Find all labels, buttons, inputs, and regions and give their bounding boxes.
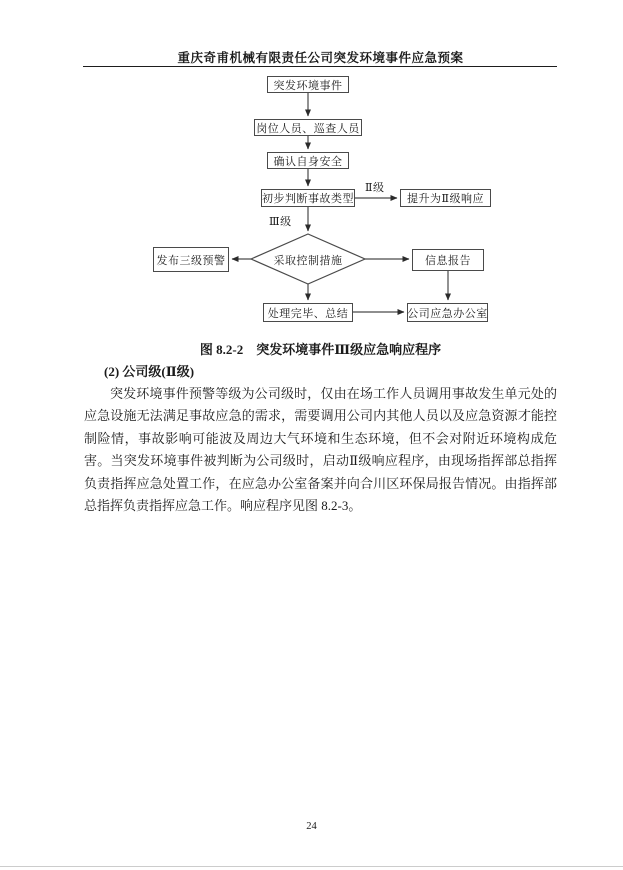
edge-label-level2: Ⅱ级 <box>365 182 385 194</box>
page-number: 24 <box>306 821 317 832</box>
figure-caption: 图 8.2-2 突发环境事件Ⅲ级应急响应程序 <box>199 342 442 357</box>
flowchart-node-upgrade-level2-response: 提升为Ⅱ级响应 <box>400 189 491 207</box>
flowchart-node-incident: 突发环境事件 <box>267 76 349 93</box>
flowchart-node-complete-summary: 处理完毕、总结 <box>263 303 353 322</box>
edge-label-level3: Ⅲ级 <box>269 216 292 228</box>
page-bottom-edge <box>0 866 623 867</box>
section-heading: (2) 公司级(Ⅱ级) <box>104 364 195 379</box>
flowchart-node-emergency-office: 公司应急办公室 <box>407 303 488 322</box>
flowchart-node-information-report: 信息报告 <box>412 249 484 271</box>
flowchart-node-personnel: 岗位人员、巡查人员 <box>254 119 362 136</box>
flowchart-node-control-measures: 采取控制措施 <box>273 255 343 267</box>
flowchart-node-judge-accident-type: 初步判断事故类型 <box>261 189 355 207</box>
body-paragraph: 突发环境事件预警等级为公司级时，仅由在场工作人员调用事故发生单元处的应急设施无法满足事故应急的需求，需要调用公司内其他人员以及应急资源才能控制险情，事故影响可能波及周边大气环境和生态环境，但不会对附近环境构成危害。当突发环境事件被判断为公司级时，启动Ⅱ级响应程序，由现场指挥部总指挥负责指挥应急处置工作，在应急办公室备案并向合川区环保局报告情况。由指挥部总指挥负责指挥应急工作。响应程序见图 8.2-3。 <box>84 386 557 514</box>
flowchart-node-confirm-safety: 确认自身安全 <box>267 152 349 169</box>
flowchart-node-issue-level3-warning: 发布三级预警 <box>153 247 229 272</box>
document-header-title: 重庆奇甫机械有限责任公司突发环境事件应急预案 <box>177 51 464 65</box>
